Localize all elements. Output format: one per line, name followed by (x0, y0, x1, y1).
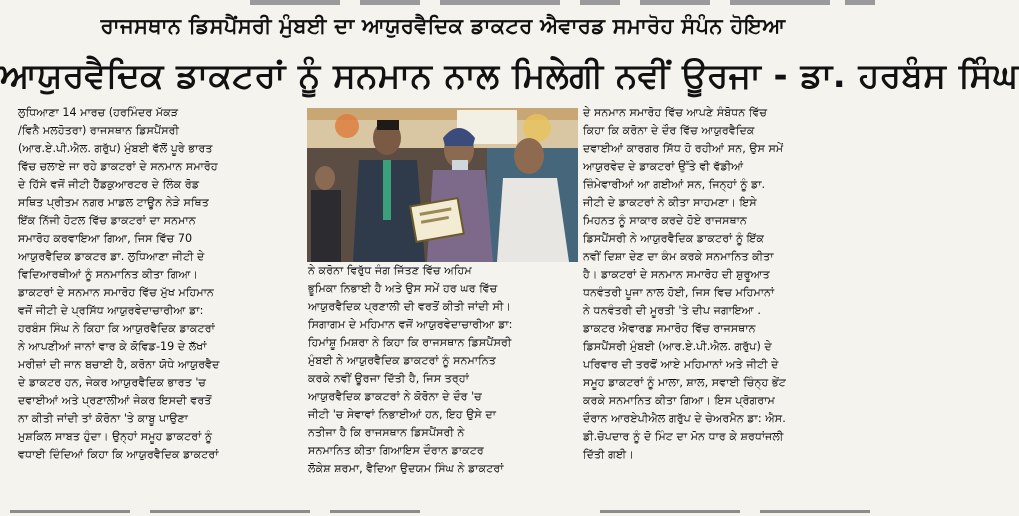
article-column-3: ਦੇ ਸਨਮਾਨ ਸਮਾਰੋਹ ਵਿੱਚ ਆਪਣੇ ਸੰਬੋਧਨ ਵਿੱਚ ਕਿਹਾ ਕਿ ਕਰੋਨਾ ਦੇ ਦੌਰ ਵਿੱਚ ਆਯੁਰਵੈਦਿਕ ਦਵਾਈਆਂ ਕਾਰਗਰ ਸਿੱਧ ਹੋ ਰਹੀਆਂ ਸਨ, ਉਸ ਸਮੇਂ ਆਯੁਰਵੇਦ ਦੇ ਡਾਕਟਰਾਂ ਉੱਤੇ ਵੀ ਵੱਡੀਆਂ ਜ਼ਿੰਮੇਵਾਰੀਆਂ ਆ ਗਈਆਂ ਸਨ, ਜਿਨ੍ਹਾਂ ਨੂੰ ਡਾ. ਜੀਟੀ ਦੇ ਡਾਕਟਰਾਂ ਨੇ ਕੀਤਾ ਸਾਹਮਣਾ। ਇਸੇ ਮਿਹਨਤ ਨੂੰ ਸਾਕਾਰ ਕਰਦੇ ਹੋਏ ਰਾਜਸਥਾਨ ਡਿਸਪੈਂਸਰੀ ਨੇ ਆਯੁਰਵੈਦਿਕ ਡਾਕਟਰਾਂ ਨੂੰ ਇੱਕ ਨਵੀਂ ਦਿਸ਼ਾ ਦੇਣ ਦਾ ਕੰਮ ਕਰਕੇ ਸਨਮਾਨਿਤ ਕੀਤਾ ਹੈ। ਡਾਕਟਰਾਂ ਦੇ ਸਨਮਾਨ ਸਮਾਰੋਹ ਦੀ ਸ਼ੁਰੂਆਤ ਧਨਵੰਤਰੀ ਪੂਜਾ ਨਾਲ ਹੋਈ, ਜਿਸ ਵਿਚ ਮਹਿਮਾਨਾਂ ਨੇ ਧਨਵੰਤਰੀ ਦੀ ਮੂਰਤੀ 'ਤੇ ਦੀਪ ਜਗਾਇਆ . ਡਾਕਟਰ ਐਵਾਰਡ ਸਮਾਰੋਹ ਵਿੱਚ ਰਾਜਸਥਾਨ ਡਿਸਪੈਂਸਰੀ ਮੁੰਬਈ (ਆਰ.ਏ.ਪੀ.ਐਲ. ਗਰੁੱਪ) ਦੇ ਪਰਿਵਾਰ ਦੀ ਤਰਫੋਂ ਆਏ ਮਹਿਮਾਨਾਂ ਅਤੇ ਜੀਟੀ ਦੇ ਸਮੂਹ ਡਾਕਟਰਾਂ ਨੂੰ ਮਾਲਾ, ਸ਼ਾਲ, ਸਵਾਈ ਚਿੰਨ੍ਹ ਭੇਂਟ ਕਰਕੇ ਸਨਮਾਨਿਤ ਕੀਤਾ ਗਿਆ। ਇਸ ਪ੍ਰੋਗਰਾਮ ਦੌਰਾਨ ਆਰਏਪੀਐਲ ਗਰੁੱਪ ਦੇ ਚੇਅਰਮੈਨ ਡਾ: ਐਸ. ਡੀ.ਚੋਪਦਾਰ ਨੂੰ ਦੋ ਮਿੰਟ ਦਾ ਮੋਨ ਧਾਰ ਕੇ ਸ਼ਰਧਾਂਜਲੀ ਦਿੱਤੀ ਗਈ। (583, 106, 786, 461)
article-column-1: ਲੁਧਿਆਣਾ 14 ਮਾਰਚ (ਹਰਮਿੰਦਰ ਮੱਕੜ /ਵਿਨੈ ਮਲਹੋਤਰਾ) ਰਾਜਸਥਾਨ ਡਿਸਪੈਂਸਰੀ (ਆਰ.ਏ.ਪੀ.ਐਲ. ਗਰੁੱਪ) ਮੁੰਬਈ ਵੱਲੋਂ ਪੂਰੇ ਭਾਰਤ ਵਿੱਚ ਚਲਾਏ ਜਾ ਰਹੇ ਡਾਕਟਰਾਂ ਦੇ ਸਨਮਾਨ ਸਮਾਰੋਹ ਦੇ ਹਿੱਸੇ ਵਜੋਂ ਜੀਟੀ ਹੈੱਡਕੁਆਰਟਰ ਦੇ ਲਿੰਕ ਰੋਡ ਸਥਿਤ ਪ੍ਰੀਤਮ ਨਗਰ ਮਾਡਲ ਟਾਊਨ ਨੇੜੇ ਸਥਿਤ ਇੱਕ ਨਿੱਜੀ ਹੋਟਲ ਵਿੱਚ ਡਾਕਟਰਾਂ ਦਾ ਸਨਮਾਨ ਸਮਾਰੋਹ ਕਰਵਾਇਆ ਗਿਆ, ਜਿਸ ਵਿੱਚ 70 ਆਯੁਰਵੈਦਿਕ ਡਾਕਟਰ ਡਾ. ਲੁਧਿਆਣਾ ਜੀਟੀ ਦੇ ਵਿਦਿਆਰਥੀਆਂ ਨੂੰ ਸਨਮਾਨਿਤ ਕੀਤਾ ਗਿਆ। ਡਾਕਟਰਾਂ ਦੇ ਸਨਮਾਨ ਸਮਾਰੋਹ ਵਿੱਚ ਮੁੱਖ ਮਹਿਮਾਨ ਵਜੋਂ ਜੀਟੀ ਦੇ ਪ੍ਰਸਿੱਧ ਆਯੁਰਵੇਦਾਚਾਰੀਆ ਡਾ: ਹਰਬੰਸ ਸਿੰਘ ਨੇ ਕਿਹਾ ਕਿ ਆਯੁਰਵੈਦਿਕ ਡਾਕਟਰਾਂ ਨੇ ਆਪਣੀਆਂ ਜਾਨਾਂ ਵਾਰ ਕੇ ਕੋਵਿਡ-19 ਦੇ ਲੱਖਾਂ ਮਰੀਜ਼ਾਂ ਦੀ ਜਾਨ ਬਚਾਈ ਹੈ, ਕਰੋਨਾ ਯੋਧੇ ਆਯੁਰਵੈਦ ਦੇ ਡਾਕਟਰ ਹਨ, ਜੇਕਰ ਆਯੁਰਵੈਦਿਕ ਭਾਰਤ 'ਚ ਦਵਾਈਆਂ ਅਤੇ ਪ੍ਰਣਾਲੀਆਂ ਜੇਕਰ ਇਸਦੀ ਵਰਤੋਂ ਨਾ ਕੀਤੀ ਜਾਂਦੀ ਤਾਂ ਕੋਰੋਨਾ 'ਤੇ ਕਾਬੂ ਪਾਉਣਾ ਮੁਸ਼ਕਿਲ ਸਾਬਤ ਹੁੰਦਾ। ਉਨ੍ਹਾਂ ਸਮੂਹ ਡਾਕਟਰਾਂ ਨੂੰ ਵਧਾਈ ਦਿੰਦਿਆਂ ਕਿਹਾ ਕਿ ਆਯੁਰਵੈਦਿਕ ਡਾਕਟਰਾਂ (18, 106, 220, 461)
bottom-edge-strip (0, 506, 886, 516)
article-column-2: ਨੇ ਕਰੋਨਾ ਵਿਰੁੱਧ ਜੰਗ ਜਿੱਤਣ ਵਿੱਚ ਅਹਿਮ ਭੂਮਿਕਾ ਨਿਭਾਈ ਹੈ ਅਤੇ ਉਸ ਸਮੇਂ ਹਰ ਘਰ ਵਿੱਚ ਆਯੁਰਵੈਦਿਕ ਪ੍ਰਣਾਲੀ ਦੀ ਵਰਤੋਂ ਕੀਤੀ ਜਾਂਦੀ ਸੀ। ਸਿਗਾਗਮ ਦੇ ਮਹਿਮਾਨ ਵਜੋਂ ਆਯੁਰਵੇਦਾਚਾਰੀਆ ਡਾ: ਹਿਮਾਂਸ਼ੂ ਮਿਸ਼ਰਾ ਨੇ ਕਿਹਾ ਕਿ ਰਾਜਸਥਾਨ ਡਿਸਪੈਂਸਰੀ ਮੁੰਬਈ ਨੇ ਆਯੁਰਵੈਦਿਕ ਡਾਕਟਰਾਂ ਨੂੰ ਸਨਮਾਨਿਤ ਕਰਕੇ ਨਵੀਂ ਊਰਜਾ ਦਿੱਤੀ ਹੈ, ਜਿਸ ਤਰ੍ਹਾਂ ਆਯੁਰਵੈਦਿਕ ਡਾਕਟਰਾਂ ਨੇ ਕੋਰੋਨਾ ਦੇ ਦੌਰ 'ਚ ਜੀਟੀ 'ਚ ਸੇਵਾਵਾਂ ਨਿਭਾਈਆਂ ਹਨ, ਇਹ ਉਸੇ ਦਾ ਨਤੀਜਾ ਹੈ ਕਿ ਰਾਜਸਥਾਨ ਡਿਸਪੈਂਸਰੀ ਨੇ ਸਨਮਾਨਿਤ ਕੀਤਾ ਗਿਆਇਸ ਦੌਰਾਨ ਡਾਕਟਰ ਲੋਕੇਸ਼ ਸ਼ਰਮਾ, ਵੈਦਿਆ ਉਦਯਮ ਸਿੰਘ ਨੇ ਡਾਕਟਰਾਂ (308, 264, 513, 475)
article-headline: ਆਯੁਰਵੈਦਿਕ ਡਾਕਟਰਾਂ ਨੂੰ ਸਨਮਾਨ ਨਾਲ ਮਿਲੇਗੀ ਨਵੀਂ ਊਰਜਾ - ਡਾ. ਹਰਬੰਸ ਸਿੰਘ (0, 56, 1019, 96)
event-photo (307, 108, 578, 262)
top-edge-strip (0, 0, 886, 6)
article-subheadline: ਰਾਜਸਥਾਨ ਡਿਸਪੈਂਸਰੀ ਮੁੰਬਈ ਦਾ ਆਯੁਰਵੈਦਿਕ ਡਾਕਟਰ ਐਵਾਰਡ ਸਮਾਰੋਹ ਸੰਪੰਨ ਹੋਇਆ (100, 14, 786, 38)
